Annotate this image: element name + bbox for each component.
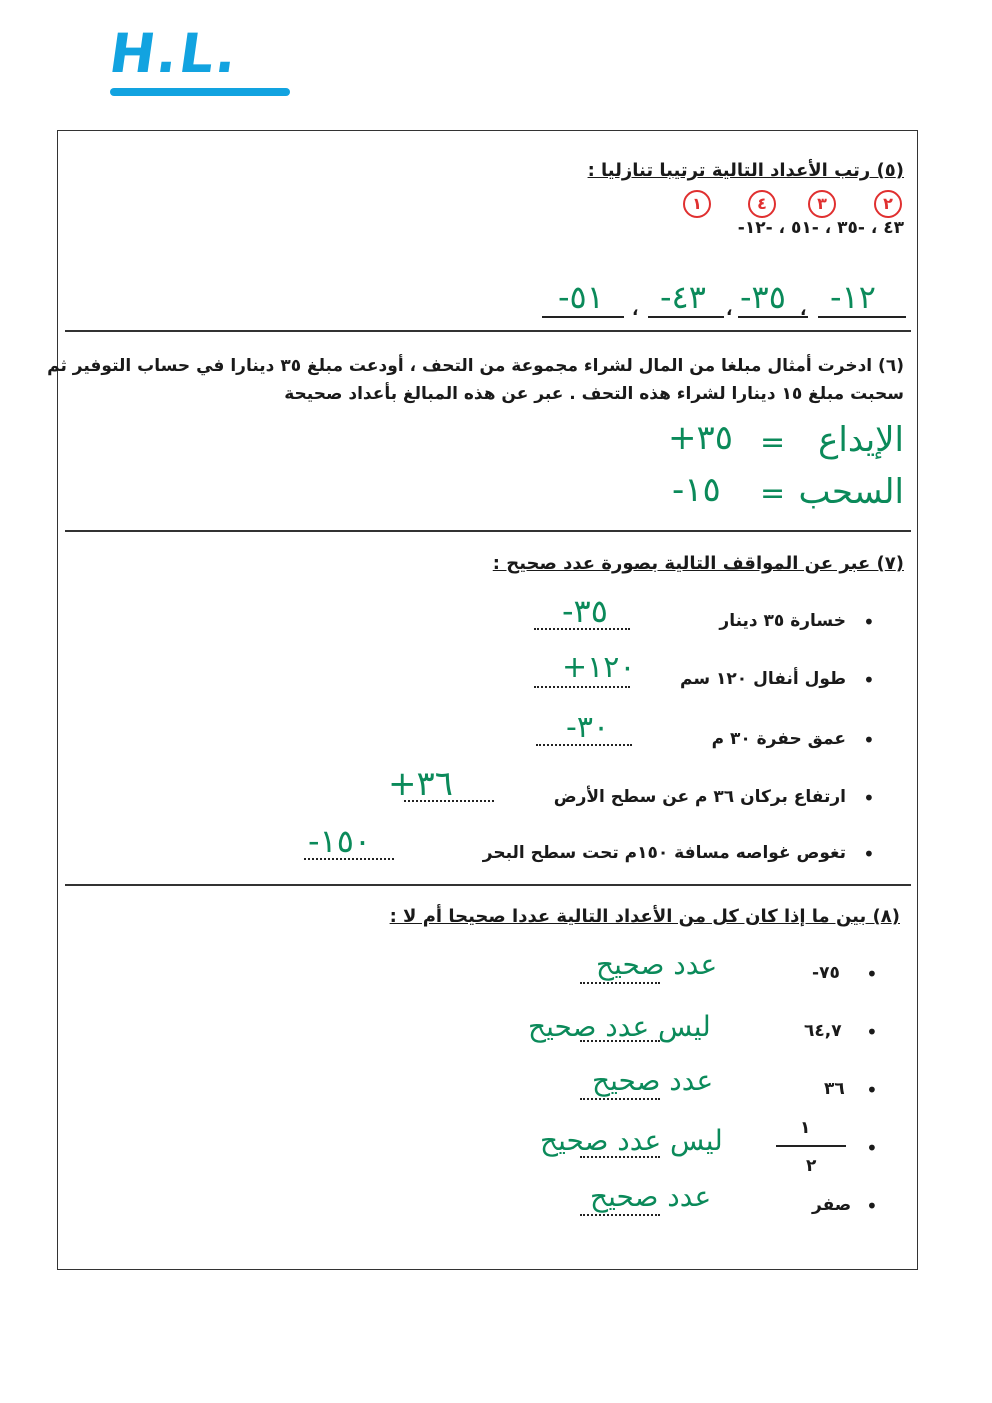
- q7-bullet-1: •: [863, 610, 875, 634]
- q6-hand-value-1: +٣٥: [668, 418, 734, 458]
- logo-text: H.L.: [105, 22, 244, 85]
- q8-item-4-numerator: ١: [800, 1118, 811, 1138]
- q7-item-1-dots: [534, 628, 630, 630]
- q5-circle-2: ٣: [808, 190, 836, 218]
- q6-line-1: (٦) ادخرت أمثال مبلغا من المال لشراء مجموعة من التحف ، أودعت مبلغ ٣٥ دينارا في حساب التوفير ثم: [47, 356, 904, 376]
- q7-item-4-dots: [404, 800, 494, 802]
- q5-title: (٥) رتب الأعداد التالية ترتيبا تنازليا :: [587, 160, 904, 181]
- q7-item-2-text: طول أنفال ١٢٠ سم: [680, 669, 846, 689]
- q7-bullet-4: •: [863, 786, 875, 810]
- q7-item-4-text: ارتفاع بركان ٣٦ م عن سطح الأرض: [553, 787, 846, 807]
- q5-circle-3: ٤: [748, 190, 776, 218]
- q5-numbers: -٤٣ ، -٣٥ ، -٥١ ، -١٢: [737, 218, 904, 238]
- q8-item-4-dots: [580, 1156, 660, 1158]
- q8-item-1-dots: [580, 982, 660, 984]
- q8-bullet-5: •: [866, 1194, 878, 1218]
- q8-title: (٨) بين ما إذا كان كل من الأعداد التالية عددا صحيحا أم لا :: [389, 906, 900, 927]
- q7-item-3-answer: -٣٠: [566, 710, 610, 745]
- q8-bullet-2: •: [866, 1020, 878, 1044]
- q6-hand-equals-1: =: [760, 425, 786, 460]
- q7-item-3-dots: [536, 744, 632, 746]
- q5-answer-line-4: [542, 316, 624, 318]
- q5-answer-2: -٣٥: [740, 278, 786, 316]
- q8-bullet-3: •: [866, 1078, 878, 1102]
- q5-circle-4: ١: [683, 190, 711, 218]
- q8-item-5-dots: [580, 1214, 660, 1216]
- q8-item-3-answer: عدد صحيح: [592, 1064, 714, 1097]
- q7-title: (٧) عبر عن المواقف التالية بصورة عدد صحيح :: [492, 553, 904, 574]
- q5-circle-1: ٢: [874, 190, 902, 218]
- separator-1: [65, 330, 911, 332]
- q5-answer-line-2: [738, 316, 808, 318]
- logo: [105, 22, 290, 102]
- q5-comma-3: ،: [632, 300, 639, 320]
- q8-item-1-text: -٧٥: [812, 963, 840, 983]
- q6-hand-equals-2: =: [760, 476, 786, 511]
- q5-answer-4: -٥١: [558, 278, 604, 316]
- q7-bullet-5: •: [863, 842, 875, 866]
- q5-answer-3: -٤٣: [660, 278, 706, 316]
- q5-comma-1: ،: [800, 300, 807, 320]
- q6-hand-value-2: -١٥: [672, 470, 721, 510]
- q8-item-1-answer: عدد صحيح: [596, 948, 718, 981]
- q8-item-5-answer: عدد صحيح: [590, 1180, 712, 1213]
- logo-underline: [110, 88, 290, 96]
- q7-item-2-answer: +١٢٠: [562, 650, 636, 685]
- q6-line-2: سحبت مبلغ ١٥ دينارا لشراء هذه التحف . عبر عن هذه المبالغ بأعداد صحيحة: [284, 384, 904, 404]
- q8-item-2-dots: [580, 1040, 660, 1042]
- separator-2: [65, 530, 911, 532]
- q7-item-4-answer: +٣٦: [388, 764, 454, 804]
- q7-item-5-answer: -١٥٠: [308, 822, 372, 860]
- q5-answer-line-1: [818, 316, 906, 318]
- q8-item-4-denominator: ٢: [806, 1156, 817, 1176]
- q8-item-2-answer: ليس عدد صحيح: [528, 1010, 711, 1043]
- q8-item-5-text: صفر: [812, 1195, 852, 1215]
- q6-hand-label-2: السحب: [798, 472, 904, 512]
- q8-bullet-1: •: [866, 962, 878, 986]
- q7-bullet-3: •: [863, 728, 875, 752]
- q7-item-5-text: تغوص غواصه مسافة ١٥٠م تحت سطح البحر: [482, 843, 846, 863]
- q8-item-4-answer: ليس عدد صحيح: [540, 1124, 723, 1157]
- q5-comma-2: ،: [726, 300, 733, 320]
- q7-item-3-text: عمق حفرة ٣٠ م: [711, 729, 846, 749]
- q7-item-1-answer: -٣٥: [562, 592, 608, 630]
- q7-item-1-text: خسارة ٣٥ دينار: [719, 611, 846, 631]
- q5-answer-line-3: [648, 316, 724, 318]
- q7-item-5-dots: [304, 858, 394, 860]
- q7-item-2-dots: [534, 686, 630, 688]
- q5-answer-1: -١٢: [830, 278, 876, 316]
- q6-hand-label-1: الإيداع: [818, 420, 904, 460]
- q8-item-4-fraction-bar: [776, 1145, 846, 1147]
- worksheet-frame: [57, 130, 918, 1270]
- separator-3: [65, 884, 911, 886]
- q8-item-2-text: ٦٤,٧: [804, 1021, 842, 1041]
- q8-item-3-text: ٣٦: [824, 1079, 845, 1099]
- q7-bullet-2: •: [863, 668, 875, 692]
- q8-item-3-dots: [580, 1098, 660, 1100]
- q8-bullet-4: •: [866, 1136, 878, 1160]
